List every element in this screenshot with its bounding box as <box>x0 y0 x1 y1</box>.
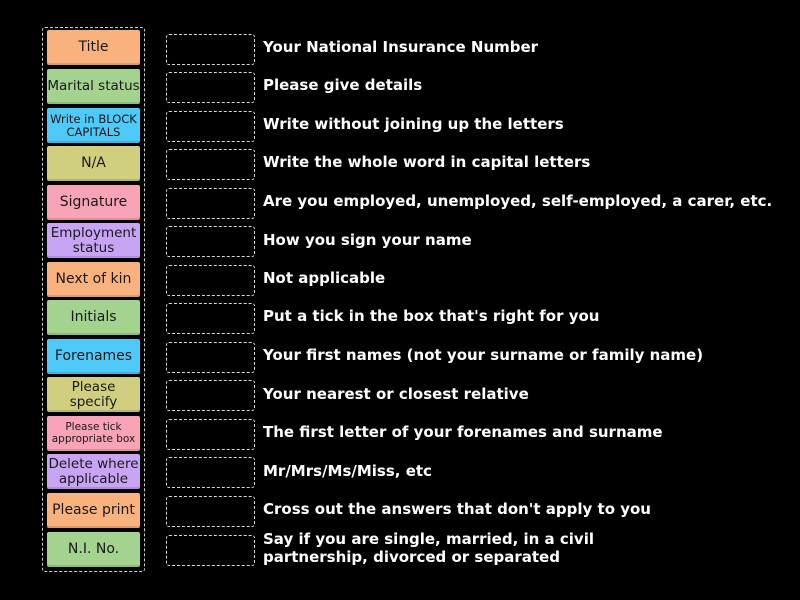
drop-zone[interactable] <box>166 380 255 411</box>
drop-zone[interactable] <box>166 149 255 180</box>
tile-employment-status[interactable] <box>47 223 140 258</box>
drop-zone[interactable] <box>166 72 255 103</box>
clue-text: Cross out the answers that don't apply to you <box>263 500 651 518</box>
tile-signature[interactable] <box>47 185 140 220</box>
tile-label: N/A <box>81 154 106 171</box>
tile-label: Title <box>78 38 109 55</box>
tile-title[interactable] <box>47 30 140 65</box>
clue-text: Your nearest or closest relative <box>263 385 529 403</box>
clue-text: Write without joining up the letters <box>263 115 564 133</box>
tile-write-in-block-capitals[interactable] <box>47 108 140 143</box>
tile-ni-no[interactable] <box>47 532 140 567</box>
clue-text: Not applicable <box>263 269 386 287</box>
tile-marital-status[interactable] <box>47 69 140 104</box>
tile-label: Delete where applicable <box>48 455 139 487</box>
clue-text: Write the whole word in capital letters <box>263 153 591 171</box>
clue-text: Put a tick in the box that's right for you <box>263 307 600 325</box>
tile-delete-where-applicable[interactable] <box>47 454 140 489</box>
clue-text: Are you employed, unemployed, self-employed, a carer, etc. <box>263 192 773 210</box>
drop-zone[interactable] <box>166 342 255 373</box>
tile-label: Next of kin <box>55 270 132 287</box>
tile-next-of-kin[interactable] <box>47 262 140 297</box>
tile-label: Please specify <box>69 378 118 410</box>
tile-please-tick-appropriate-box[interactable] <box>47 416 140 451</box>
drop-zone[interactable] <box>166 419 255 450</box>
clue-text: Please give details <box>263 76 423 94</box>
tile-label: Forenames <box>54 347 133 364</box>
tile-forenames[interactable] <box>47 339 140 374</box>
clue-text: How you sign your name <box>263 231 472 249</box>
drop-zone[interactable] <box>166 496 255 527</box>
drop-zone[interactable] <box>166 188 255 219</box>
drop-zone[interactable] <box>166 226 255 257</box>
tile-label: Please tick appropriate box <box>51 420 136 445</box>
clue-text: Mr/Mrs/Ms/Miss, etc <box>263 462 432 480</box>
drop-zone[interactable] <box>166 535 255 566</box>
tile-label: Initials <box>70 308 117 325</box>
clue-text: The first letter of your forenames and surname <box>263 423 663 441</box>
clue-text: Your first names (not your surname or family name) <box>263 346 704 364</box>
tile-label: N.I. No. <box>67 540 120 557</box>
clue-text: Your National Insurance Number <box>263 38 539 56</box>
drop-zone[interactable] <box>166 265 255 296</box>
drop-zone[interactable] <box>166 457 255 488</box>
tile-label: Marital status <box>47 78 140 95</box>
tile-na[interactable] <box>47 146 140 181</box>
tile-please-print[interactable] <box>47 493 140 528</box>
tile-label: Employment status <box>50 224 137 256</box>
tile-label: Signature <box>59 193 128 210</box>
drop-zone[interactable] <box>166 34 255 65</box>
drop-zone[interactable] <box>166 303 255 334</box>
tile-please-specify[interactable] <box>47 377 140 412</box>
drop-zone[interactable] <box>166 111 255 142</box>
tile-label: Write in BLOCK CAPITALS <box>50 111 137 139</box>
tile-initials[interactable] <box>47 300 140 335</box>
tile-label: Please print <box>52 501 135 518</box>
clue-text: Say if you are single, married, in a civil partnership, divorced or separated <box>263 530 594 566</box>
